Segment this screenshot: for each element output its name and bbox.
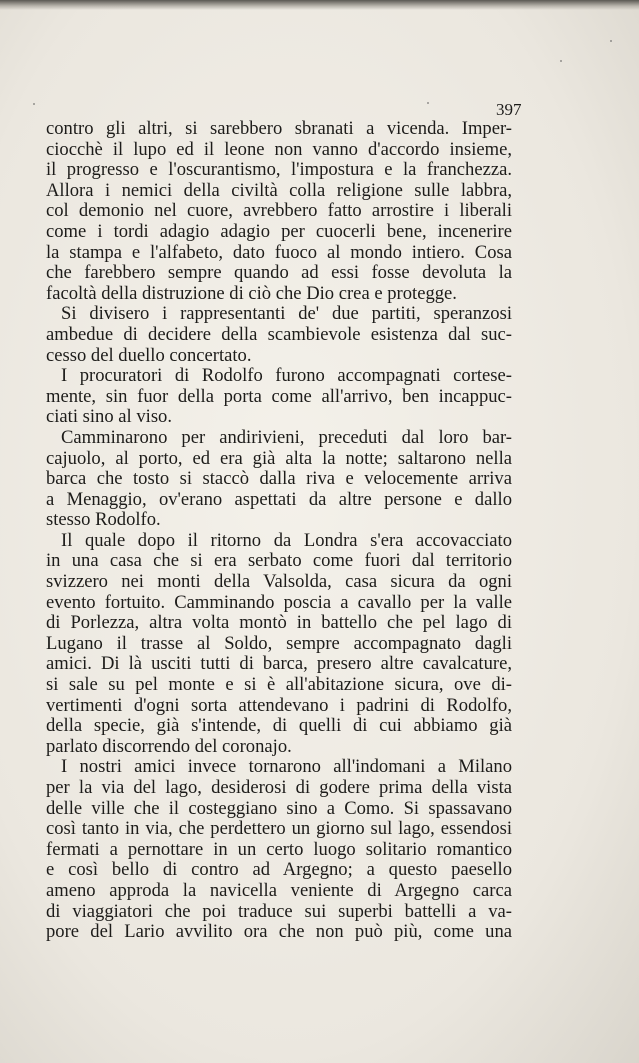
text-line: Si divisero i rappresentanti de' due partiti, speranzosi: [61, 303, 512, 325]
text-line: barca che tosto si staccò dalla riva e velocemente arriva: [46, 468, 512, 490]
text-line: la stampa e l'alfabeto, dato fuoco al mondo intiero. Cosa: [46, 241, 512, 263]
text-line: stesso Rodolfo.: [46, 509, 161, 531]
text-line: vertimenti d'ogni sorta attendevano i padrini di Rodolfo,: [46, 694, 512, 716]
text-line: contro gli altri, si sarebbero sbranati a vicenda. Imper-: [46, 118, 512, 139]
text-line: ameno approda la navicella veniente di Argegno carca: [46, 879, 512, 901]
text-line: pore del Lario avvilito ora che non può più, come una: [46, 921, 512, 943]
paper-speck: [610, 40, 612, 42]
text-line: della specie, già s'intende, di quelli di cui abbiamo già: [46, 715, 512, 737]
text-line: parlato discorrendo del coronajo.: [46, 735, 292, 757]
text-line: amici. Di là usciti tutti di barca, presero altre cavalcature,: [46, 653, 512, 675]
page-number: 397: [496, 100, 522, 119]
text-line: Il quale dopo il ritorno da Londra s'era accovacciato: [61, 529, 512, 551]
text-line: si sale su pel monte e si è all'abitazione sicura, ove di-: [46, 674, 512, 696]
text-line: in una casa che si era serbato come fuori dal territorio: [46, 550, 512, 572]
text-line: col demonio nel cuore, avrebbero fatto arrostire i liberali: [46, 200, 512, 222]
text-line: Allora i nemici della civiltà colla religione sulle labbra,: [46, 179, 512, 201]
text-line: facoltà della distruzione di ciò che Dio crea e protegge.: [46, 282, 457, 304]
paper-speck: [560, 60, 562, 62]
text-line: come i tordi adagio adagio per cuocerli bene, incenerire: [46, 220, 512, 242]
text-line: così tanto in via, che perdettero un giorno sul lago, essendosi: [46, 818, 512, 840]
text-line: cesso del duello concertato.: [46, 344, 252, 366]
text-line: per la via del lago, desiderosi di godere prima della vista: [46, 777, 512, 798]
text-line: I nostri amici invece tornarono all'indomani a Milano: [61, 756, 512, 778]
paper-speck: [33, 103, 35, 105]
text-line: che farebbero sempre quando ad essi fosse devoluta la: [46, 262, 512, 284]
text-line: delle ville che il costeggiano sino a Como. Si spassavano: [46, 797, 512, 819]
page-top-edge: [0, 0, 639, 10]
text-line: ciati sino al viso.: [46, 406, 173, 428]
paper-speck: [427, 102, 429, 104]
text-line: ciocchè il lupo ed il leone non vanno d'accordo insieme,: [46, 138, 512, 160]
text-line: a Menaggio, ov'erano aspettati da altre persone e dallo: [46, 488, 512, 510]
text-line: il progresso e l'oscurantismo, l'impostura e la franchezza.: [46, 159, 512, 181]
text-line: ambedue di decidere della scambievole esistenza dal suc-: [46, 323, 512, 345]
text-line: Camminarono per andirivieni, preceduti dal loro bar-: [61, 426, 512, 448]
text-line: svizzero nei monti della Valsolda, casa sicura da ogni: [46, 571, 512, 593]
text-line: di viaggiatori che poi traduce sui superbi battelli a va-: [46, 900, 512, 922]
text-line: mente, sin fuor della porta come all'arrivo, ben incappuc-: [46, 385, 512, 407]
text-line: cajuolo, al porto, ed era già alta la notte; saltarono nella: [46, 447, 512, 469]
text-line: fermati a pernottare in un certo luogo solitario romantico: [46, 838, 512, 860]
text-line: Lugano il trasse al Soldo, sempre accompagnato dagli: [46, 632, 512, 654]
body-text: [46, 119, 512, 943]
text-line: di Porlezza, altra volta montò in battello che pel lago di: [46, 612, 512, 634]
text-line: e così bello di contro ad Argegno; a questo paesello: [46, 859, 512, 881]
text-line: evento fortuito. Camminando poscia a cavallo per la valle: [46, 591, 512, 613]
text-line: I procuratori di Rodolfo furono accompagnati cortese-: [61, 365, 512, 387]
